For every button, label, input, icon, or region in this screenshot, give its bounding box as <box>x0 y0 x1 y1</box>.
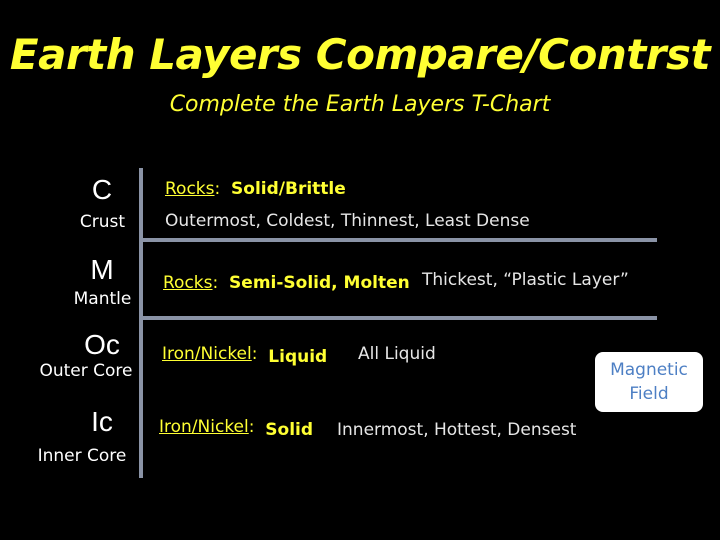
magnetic-field-callout <box>595 352 703 412</box>
row-divider-1 <box>139 238 657 242</box>
description-inner-core: Innermost, Hottest, Densest <box>337 420 577 440</box>
layer-properties-crust <box>165 179 346 199</box>
layer-letter-mantle: M <box>90 254 114 285</box>
material-separator-inner-core: : <box>248 417 255 437</box>
material-mantle: Rocks <box>163 273 213 293</box>
layer-letter-inner-core: Ic <box>91 406 113 437</box>
layer-properties-mantle <box>163 273 410 293</box>
layer-properties-outer-core <box>162 344 328 367</box>
material-separator-crust: : <box>214 179 221 199</box>
description-outer-core: All Liquid <box>358 344 436 364</box>
material-outer-core: Iron/Nickel <box>162 344 252 364</box>
slide-title: Earth Layers Compare/Contrst <box>9 30 711 79</box>
layer-name-crust: Crust <box>79 212 126 232</box>
layer-properties-inner-core <box>159 417 314 440</box>
state-inner-core: Solid <box>265 420 314 440</box>
callout-line-1: Magnetic <box>610 360 688 380</box>
callout-line-2: Field <box>629 384 669 404</box>
description-crust: Outermost, Coldest, Thinnest, Least Dense <box>165 211 530 231</box>
layer-letter-crust: C <box>91 174 113 205</box>
layer-name-outer-core: Outer Core <box>39 361 133 381</box>
layer-name-mantle: Mantle <box>73 289 132 309</box>
material-separator-outer-core: : <box>251 344 258 364</box>
material-separator-mantle: : <box>212 273 219 293</box>
material-inner-core: Iron/Nickel <box>159 417 249 437</box>
slide-subtitle: Complete the Earth Layers T-Chart <box>169 92 551 117</box>
row-divider-2 <box>139 316 657 320</box>
layer-name-inner-core: Inner Core <box>37 446 127 466</box>
state-mantle: Semi-Solid, Molten <box>229 273 410 293</box>
state-outer-core: Liquid <box>268 347 328 367</box>
material-crust: Rocks <box>165 179 215 199</box>
layer-letter-outer-core: Oc <box>84 329 120 360</box>
description-mantle: Thickest, “Plastic Layer” <box>422 270 629 290</box>
state-crust: Solid/Brittle <box>231 179 346 199</box>
